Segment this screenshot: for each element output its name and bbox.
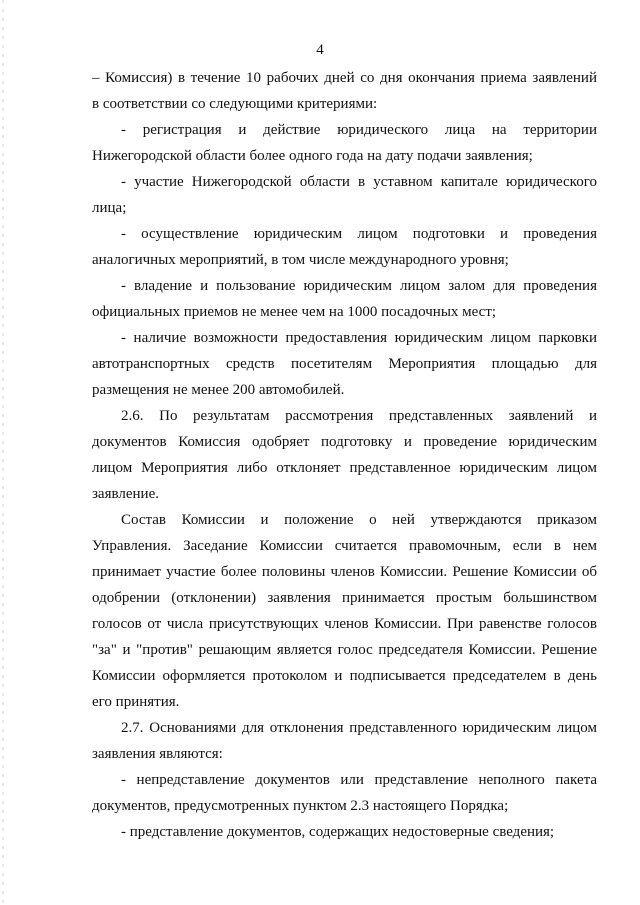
list-item-line: - осуществление юридическим лицом подготовки и проведения xyxy=(121,226,597,242)
paragraph-line: голосов от числа присутствующих членов Комиссии. При равенстве голосов xyxy=(92,616,597,632)
list-item-line: документов, предусмотренных пунктом 2.3 настоящего Порядка; xyxy=(92,798,509,814)
paragraph-line: его принятия. xyxy=(92,694,180,710)
paragraph-line: принимает участие более половины членов Комиссии. Решение Комиссии об xyxy=(92,564,597,580)
paragraph-line: 2.6. По результатам рассмотрения представленных заявлений и xyxy=(121,408,597,424)
list-item-line: аналогичных мероприятий, в том числе международного уровня; xyxy=(92,252,509,268)
paragraph-line: одобрении (отклонении) заявления принимается простым большинством xyxy=(92,590,597,606)
list-item-line: лица; xyxy=(92,200,127,216)
paragraph-line: заявления являются: xyxy=(92,746,223,762)
paragraph-line: "за" и "против" решающим является голос председателя Комиссии. Решение xyxy=(92,642,597,658)
list-item-line: - участие Нижегородской области в уставном капитале юридического xyxy=(121,174,597,190)
paragraph-line: Комиссии оформляется протоколом и подписывается председателем в день xyxy=(92,668,597,684)
list-item-line: - представление документов, содержащих недостоверные сведения; xyxy=(121,824,555,840)
text-line: в соответствии со следующими критериями: xyxy=(92,96,378,112)
list-item-line: - непредставление документов или представление неполного пакета xyxy=(121,772,597,788)
text-line: – Комиссия) в течение 10 рабочих дней со дня окончания приема заявлений xyxy=(92,70,597,86)
paragraph-line: лицом Мероприятия либо отклоняет представленное юридическим лицом xyxy=(92,460,597,476)
paragraph-line: документов Комиссия одобряет подготовку и проведение юридическим xyxy=(92,434,597,450)
paragraph-line: 2.7. Основаниями для отклонения представленного юридическим лицом xyxy=(121,720,597,736)
list-item-line: официальных приемов не менее чем на 1000 посадочных мест; xyxy=(92,304,497,320)
list-item-line: - владение и пользование юридическим лицом залом для проведения xyxy=(121,278,597,294)
paragraph-line: Состав Комиссии и положение о ней утверждаются приказом xyxy=(121,512,597,528)
list-item-line: Нижегородской области более одного года на дату подачи заявления; xyxy=(92,148,533,164)
list-item-line: размещения не менее 200 автомобилей. xyxy=(92,382,345,398)
paragraph-line: Управления. Заседание Комиссии считается правомочным, если в нем xyxy=(92,538,597,554)
paragraph-line: заявление. xyxy=(92,486,159,502)
list-item-line: автотранспортных средств посетителям Мероприятия площадью для xyxy=(92,356,597,372)
list-item-line: - наличие возможности предоставления юридическим лицом парковки xyxy=(121,330,597,346)
scan-edge-marks xyxy=(2,0,4,905)
list-item-line: - регистрация и действие юридического лица на территории xyxy=(121,122,597,138)
page-number: 4 xyxy=(316,42,324,58)
